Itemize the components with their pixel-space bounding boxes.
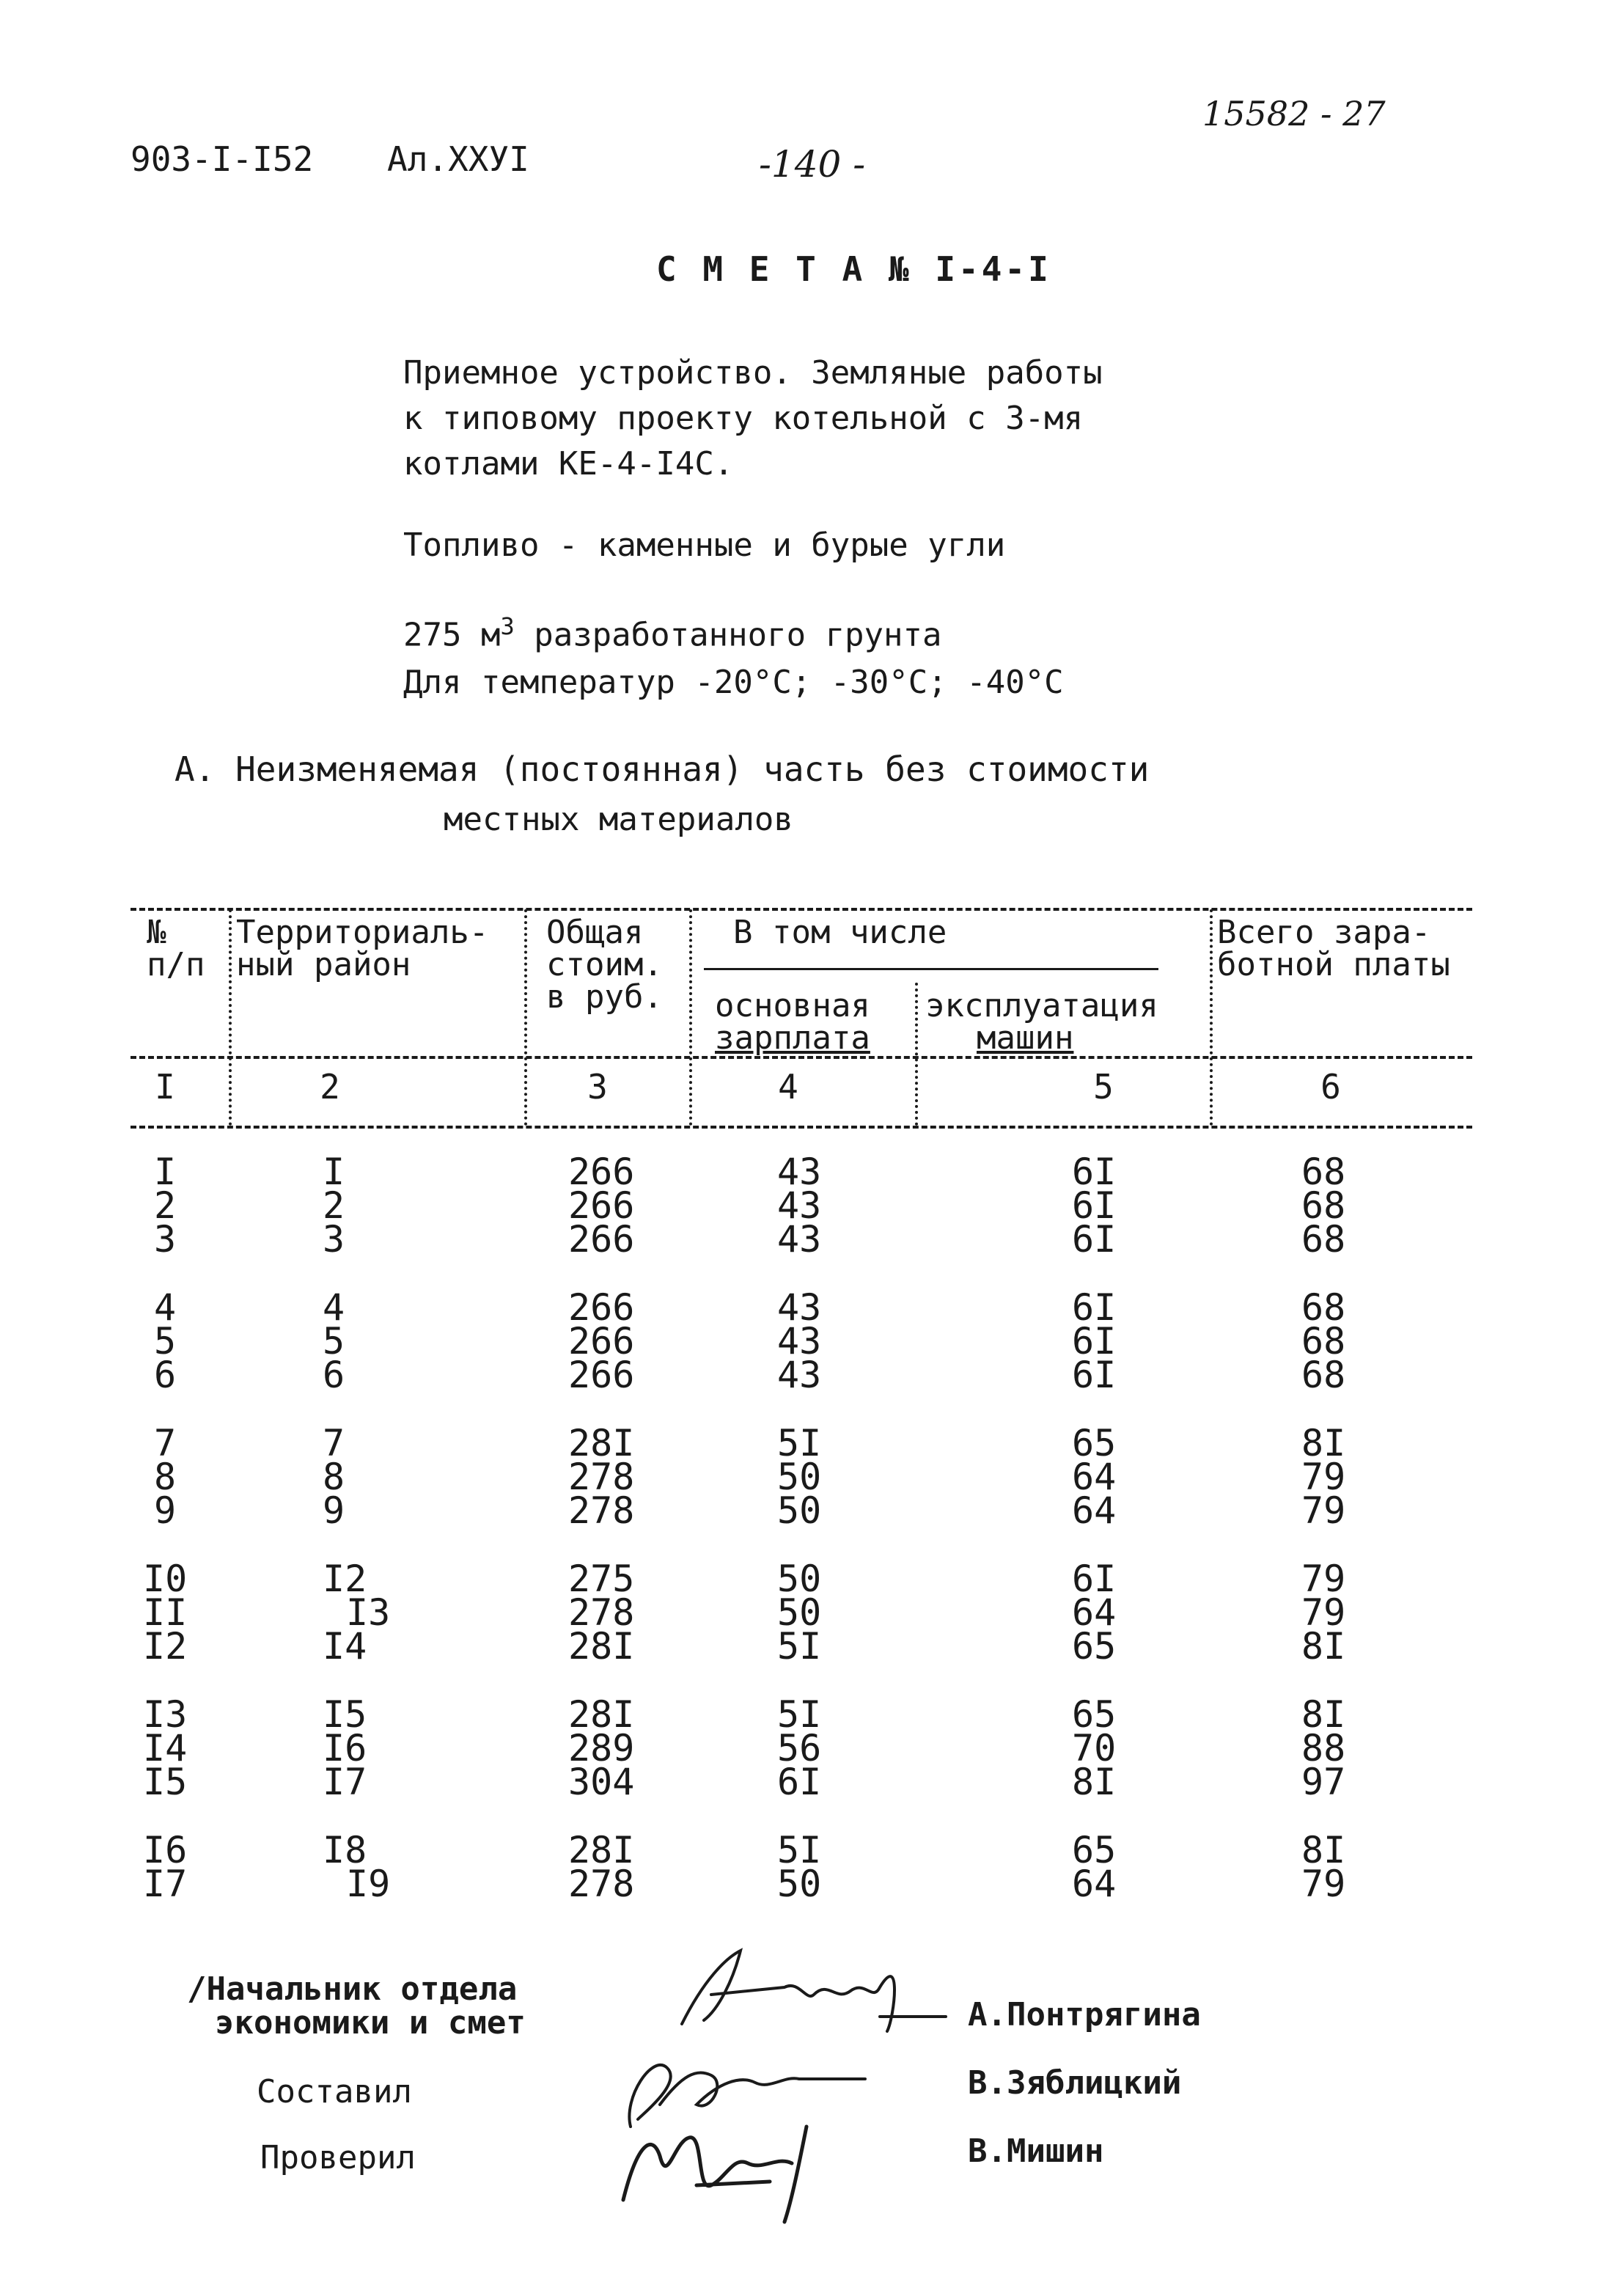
table-cell-value: 266 [568,1218,635,1261]
registration-number: 15582 - 27 [1202,94,1386,133]
signature-name-head: А.Понтрягина [968,1996,1201,2033]
table-cell-value: 28I [568,1422,635,1464]
table-cell-value: 3 [154,1218,177,1261]
table-cell-value: I4 [323,1625,367,1668]
cell-wage-total [1301,1558,1346,1668]
table-cell-value: 266 [568,1151,635,1193]
cell-wage [777,1829,822,1905]
volume-superscript: 3 [500,612,515,640]
table-cell-value: I8 [323,1829,367,1871]
table-cell-value: 28I [568,1693,635,1736]
table-cell-value: I2 [323,1558,367,1600]
table-cell-value: 4 [154,1286,177,1329]
table-cell-value: 8 [323,1456,345,1498]
header-region: Территориаль- ный район [236,914,489,983]
column-number-2: 2 [320,1067,340,1107]
cell-total [568,1422,635,1532]
cell-wage-total [1301,1422,1346,1532]
signature-name-checked: В.Мишин [968,2132,1104,2170]
table-cell-value: 266 [568,1184,635,1227]
cell-region [323,1558,391,1668]
table-cell-value: 5I [777,1422,822,1464]
table-cell-value: 79 [1301,1863,1346,1905]
table-cell-value: 43 [777,1184,822,1227]
table-cell-value: 79 [1301,1558,1346,1600]
table-cell-value: 70 [1072,1727,1117,1769]
table-cell-value: I9 [346,1863,391,1905]
table-cell-value: 43 [777,1151,822,1193]
table-cell-value: 64 [1072,1863,1117,1905]
signature-role-checked: Проверил [260,2139,416,2176]
table-cell-value: 8I [1301,1693,1346,1736]
table-cell-value: I5 [323,1693,367,1736]
table-cell-value: 7 [323,1422,345,1464]
table-cell-value: I2 [143,1625,188,1668]
temperatures: Для температур -20°С; -30°С; -40°С [403,664,1064,701]
cell-wage-total [1301,1693,1346,1803]
table-cell-value: 65 [1072,1625,1117,1668]
header-machine-operation: эксплуатация машин [925,987,1158,1057]
page-number: -140 - [759,143,866,186]
album-number: Ал.XXУI [387,139,529,179]
cell-machines [1072,1422,1117,1532]
signature-role-head: /Начальник отдела экономики и смет [187,1970,526,2042]
table-cell-value: I7 [323,1761,367,1803]
column-divider-3 [689,909,692,1126]
table-cell-value: 289 [568,1727,635,1769]
cell-no [143,1829,188,1905]
document-title: С М Е Т А № I-4-I [656,249,1051,289]
cell-wage [777,1286,822,1396]
table-cell-value: 68 [1301,1151,1346,1193]
table-cell-value: I5 [143,1761,188,1803]
table-cell-value: I4 [143,1727,188,1769]
table-cell-value: I6 [143,1829,188,1871]
cell-wage-total [1301,1286,1346,1396]
table-cell-value: 2 [154,1184,177,1227]
description-block [403,351,1103,487]
table-cell-value: 5I [777,1693,822,1736]
cell-region [323,1151,345,1261]
table-cell-value: I [154,1151,177,1193]
table-cell-value: I6 [323,1727,367,1769]
cell-machines [1072,1286,1117,1396]
signature-role-compiled: Составил [257,2073,412,2110]
table-cell-value: 6I [1072,1320,1117,1362]
table-cell-value: 6I [1072,1558,1117,1600]
table-cell-value: 64 [1072,1456,1117,1498]
cell-region [323,1693,367,1803]
table-cell-value: I0 [143,1558,188,1600]
table-cell-value: 9 [154,1489,177,1532]
header-total-wage: Всего зара- ботной платы [1217,914,1450,983]
table-cell-value: 6I [1072,1286,1117,1329]
table-cell-value: 278 [568,1591,635,1634]
header-group-including: В том числе [733,914,947,951]
table-cell-value: 88 [1301,1727,1346,1769]
table-cell-value: 8I [1301,1829,1346,1871]
section-heading-sub: местных материалов [444,801,793,838]
volume-prefix: 275 м [403,616,501,654]
table-cell-value: 9 [323,1489,345,1532]
cell-total [568,1558,635,1668]
table-top-rule [131,908,1472,911]
column-number-6: 6 [1320,1067,1341,1107]
fuel-type: Топливо - каменные и бурые угли [403,527,1006,564]
cell-machines [1072,1829,1117,1905]
signature-checked [609,2112,843,2229]
cell-machines [1072,1558,1117,1668]
cell-total [568,1151,635,1261]
cell-total [568,1693,635,1803]
document-code: 903-I-I52 [131,139,314,179]
table-cell-value: 43 [777,1354,822,1396]
table-cell-value: 266 [568,1286,635,1329]
cell-wage-total [1301,1829,1346,1905]
table-cell-value: 64 [1072,1489,1117,1532]
table-cell-value: 68 [1301,1354,1346,1396]
cell-no [154,1422,177,1532]
table-cell-value: 68 [1301,1184,1346,1227]
cell-no [143,1558,188,1668]
description-line-3: котлами КЕ-4-I4С. [403,445,734,483]
table-cell-value: 5I [777,1625,822,1668]
table-cell-value: 304 [568,1761,635,1803]
table-cell-value: II [143,1591,188,1634]
table-cell-value: I [323,1151,345,1193]
table-cell-value: 50 [777,1863,822,1905]
table-cell-value: 79 [1301,1456,1346,1498]
signature-head [660,1936,953,2046]
column-number-5: 5 [1093,1067,1114,1107]
cell-wage [777,1558,822,1668]
table-cell-value: 68 [1301,1218,1346,1261]
header-no: № п/п [147,914,205,983]
cell-region [323,1829,391,1905]
table-cell-value: 5 [323,1320,345,1362]
cell-no [143,1693,188,1803]
column-divider-2 [524,909,527,1126]
cell-wage-total [1301,1151,1346,1261]
table-cell-value: 6I [1072,1218,1117,1261]
table-cell-value: 8I [1072,1761,1117,1803]
table-cell-value: 6I [1072,1184,1117,1227]
cell-wage [777,1151,822,1261]
table-cell-value: 65 [1072,1829,1117,1871]
table-cell-value: 50 [777,1456,822,1498]
table-cell-value: 3 [323,1218,345,1261]
soil-volume [403,612,942,654]
column-divider-1 [229,909,232,1126]
column-divider-4 [915,983,918,1126]
cell-machines [1072,1151,1117,1261]
table-cell-value: 50 [777,1558,822,1600]
table-cell-value: 5 [154,1320,177,1362]
table-cell-value: 278 [568,1489,635,1532]
description-line-2: к типовому проекту котельной с 3-мя [403,400,1084,437]
table-cell-value: 43 [777,1286,822,1329]
table-cell-value: 50 [777,1591,822,1634]
table-cell-value: I3 [143,1693,188,1736]
cell-total [568,1286,635,1396]
cell-no [154,1286,177,1396]
table-cell-value: 266 [568,1354,635,1396]
table-cell-value: 6I [777,1761,822,1803]
table-cell-value: 278 [568,1863,635,1905]
table-cell-value: 56 [777,1727,822,1769]
signature-name-compiled: В.Зяблицкий [968,2064,1182,2102]
table-cell-value: 28I [568,1625,635,1668]
table-cell-value: 6I [1072,1354,1117,1396]
cell-total [568,1829,635,1905]
table-cell-value: 97 [1301,1761,1346,1803]
table-cell-value: 28I [568,1829,635,1871]
table-cell-value: 2 [323,1184,345,1227]
table-cell-value: 65 [1072,1693,1117,1736]
cell-wage [777,1422,822,1532]
table-cell-value: 79 [1301,1489,1346,1532]
table-cell-value: 68 [1301,1320,1346,1362]
table-cell-value: 6 [154,1354,177,1396]
table-cell-value: 65 [1072,1422,1117,1464]
table-cell-value: 275 [568,1558,635,1600]
cell-region [323,1286,345,1396]
table-cell-value: 79 [1301,1591,1346,1634]
table-cell-value: 5I [777,1829,822,1871]
column-number-3: 3 [587,1067,608,1107]
header-base-wage: основная зарплата [715,987,870,1057]
table-cell-value: 64 [1072,1591,1117,1634]
cell-no [154,1151,177,1261]
cell-wage [777,1693,822,1803]
cell-region [323,1422,345,1532]
table-cell-value: 43 [777,1320,822,1362]
description-line-1: Приемное устройство. Земляные работы [403,354,1103,392]
table-cell-value: 50 [777,1489,822,1532]
table-cell-value: 8 [154,1456,177,1498]
table-numbers-rule [131,1126,1472,1129]
volume-suffix: разработанного грунта [514,616,942,654]
table-cell-value: 266 [568,1320,635,1362]
table-cell-value: 6I [1072,1151,1117,1193]
table-cell-value: 68 [1301,1286,1346,1329]
table-cell-value: 7 [154,1422,177,1464]
header-total-cost: Общая стоим. в руб. [546,914,663,1016]
table-cell-value: 43 [777,1218,822,1261]
table-cell-value: I7 [143,1863,188,1905]
column-divider-5 [1210,909,1213,1126]
table-cell-value: 6 [323,1354,345,1396]
table-cell-value: 8I [1301,1625,1346,1668]
table-cell-value: 8I [1301,1422,1346,1464]
group-header-rule [704,968,1158,970]
table-cell-value: I3 [346,1591,391,1634]
table-cell-value: 4 [323,1286,345,1329]
cell-machines [1072,1693,1117,1803]
column-number-1: I [155,1067,175,1107]
section-heading: А. Неизменяемая (постоянная) часть без стоимости [174,749,1150,789]
table-cell-value: 278 [568,1456,635,1498]
column-number-4: 4 [778,1067,798,1107]
